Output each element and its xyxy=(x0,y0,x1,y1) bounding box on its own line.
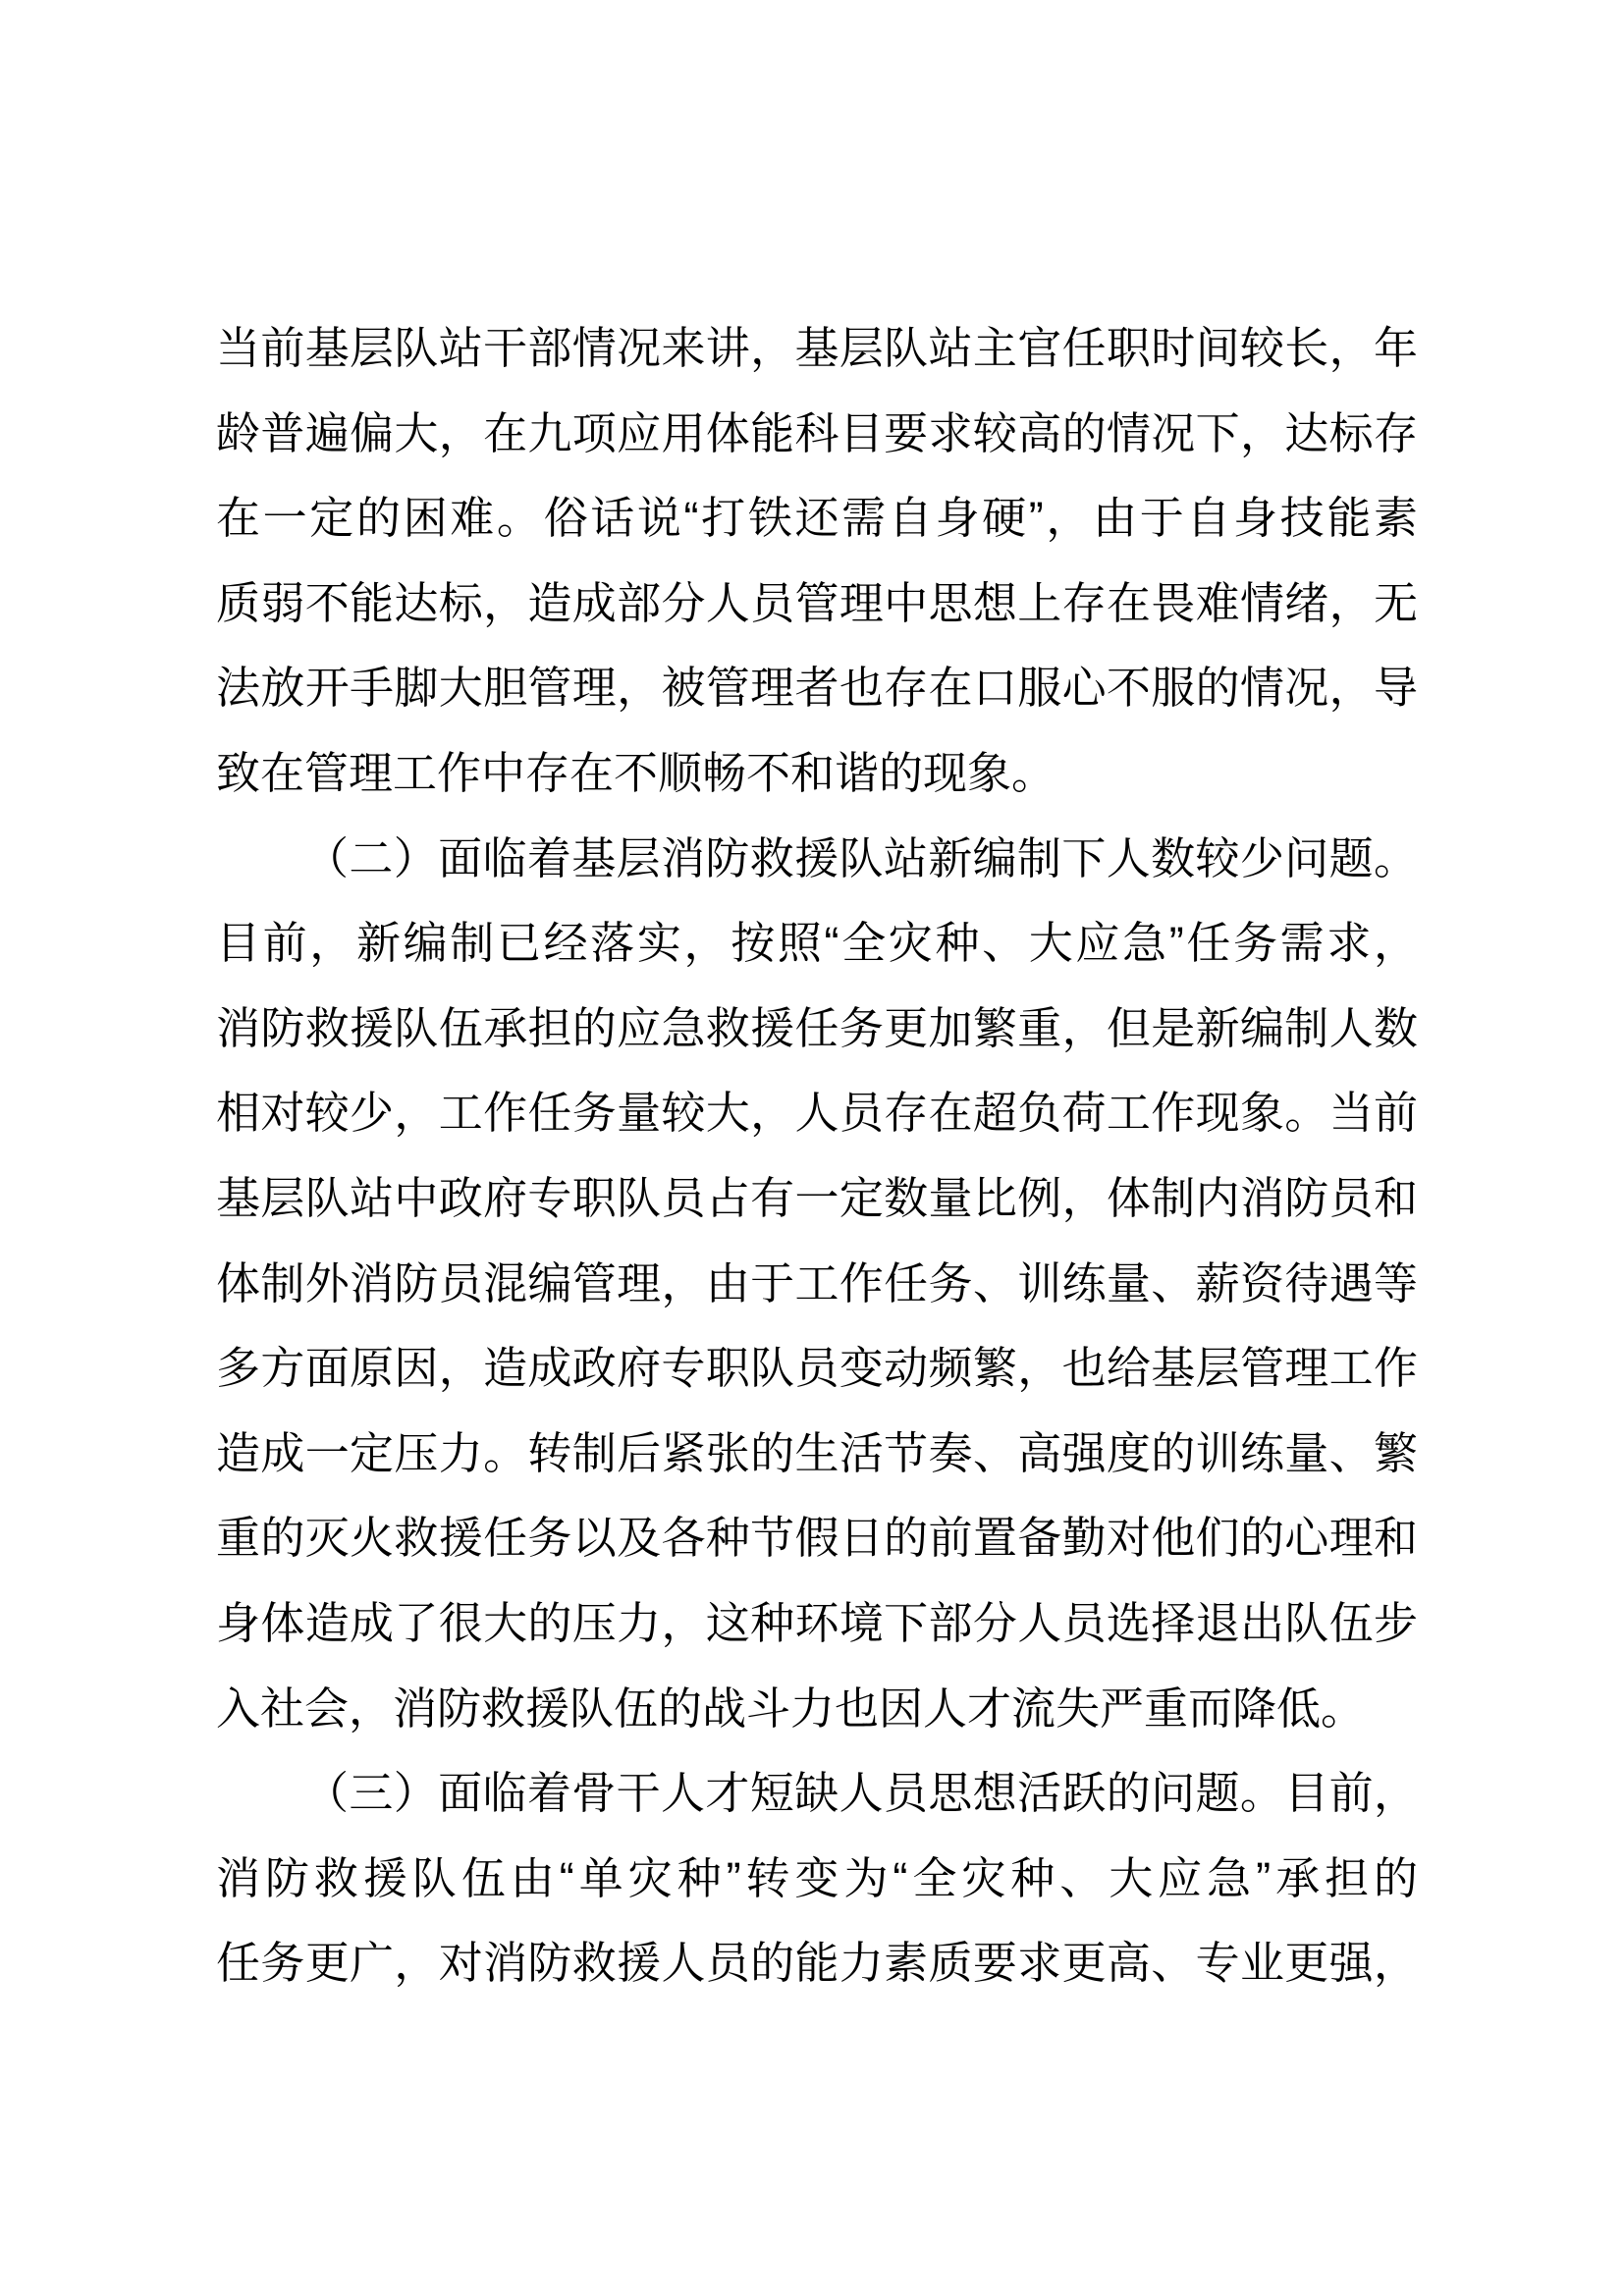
text-line: 多方面原因，造成政府专职队员变动频繁，也给基层管理工作 xyxy=(216,1343,1418,1394)
section-heading-line: （三）面临着骨干人才短缺人员思想活跃的问题。目前， xyxy=(304,1768,1418,1819)
text-line: 龄普遍偏大，在九项应用体能科目要求较高的情况下，达标存 xyxy=(216,407,1418,458)
text-line: 致在管理工作中存在不顺畅不和谐的现象。 xyxy=(216,747,1056,798)
text-line: 身体造成了很大的压力，这种环境下部分人员选择退出队伍步 xyxy=(216,1597,1418,1648)
text-line: 任务更广，对消防救援人员的能力素质要求更高、专业更强， xyxy=(216,1938,1418,1989)
section-heading-line: （二）面临着基层消防救援队站新编制下人数较少问题。 xyxy=(304,832,1418,883)
text-line: 基层队站中政府专职队员占有一定数量比例，体制内消防员和 xyxy=(216,1172,1418,1223)
text-line: 造成一定压力。转制后紧张的生活节奏、高强度的训练量、繁 xyxy=(216,1427,1418,1478)
text-line: 当前基层队站干部情况来讲，基层队站主官任职时间较长，年 xyxy=(216,323,1418,373)
text-line: 法放开手脚大胆管理，被管理者也存在口服心不服的情况，导 xyxy=(216,663,1418,714)
text-line: 在一定的困难。俗话说“打铁还需自身硬”，由于自身技能素 xyxy=(216,493,1418,544)
text-line: 目前，新编制已经落实，按照“全灾种、大应急”任务需求， xyxy=(216,918,1418,969)
text-line: 入社会，消防救援队伍的战斗力也因人才流失严重而降低。 xyxy=(216,1682,1366,1734)
document-text-block xyxy=(216,306,1418,2006)
text-line: 体制外消防员混编管理，由于工作任务、训练量、薪资待遇等 xyxy=(216,1257,1418,1308)
text-line: 相对较少，工作任务量较大，人员存在超负荷工作现象。当前 xyxy=(216,1088,1418,1139)
text-line: 消防救援队伍承担的应急救援任务更加繁重，但是新编制人数 xyxy=(216,1002,1418,1053)
text-line: 质弱不能达标，造成部分人员管理中思想上存在畏难情绪，无 xyxy=(216,577,1418,628)
text-line: 消防救援队伍由“单灾种”转变为“全灾种、大应急”承担的 xyxy=(216,1852,1418,1903)
text-line: 重的灭火救援任务以及各种节假日的前置备勤对他们的心理和 xyxy=(216,1513,1418,1564)
